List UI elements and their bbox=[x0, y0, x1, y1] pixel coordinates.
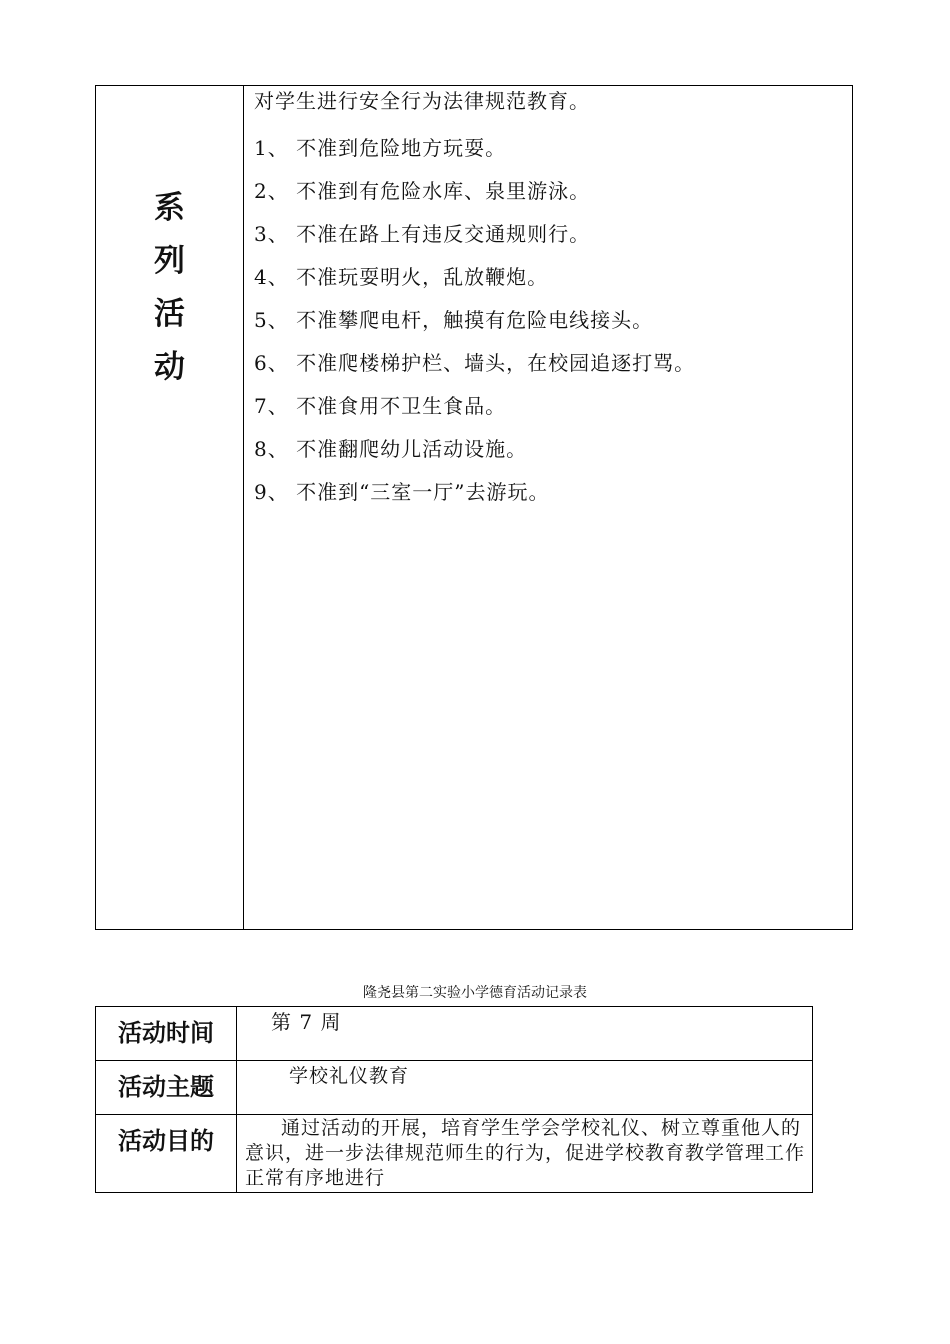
record-table-caption: 隆尧县第二实验小学德育活动记录表 bbox=[363, 985, 587, 1001]
activity-record-table bbox=[95, 1006, 813, 1193]
rule-item-9: 9、 不准到“三室一厅”去游玩。 bbox=[254, 480, 550, 504]
theme-label: 活动主题 bbox=[96, 1061, 237, 1115]
series-activities-label bbox=[96, 182, 243, 394]
table-row bbox=[96, 1115, 813, 1193]
rule-item-6: 6、 不准爬楼梯护栏、墙头，在校园追逐打骂。 bbox=[254, 351, 696, 375]
rule-item-8: 8、 不准翻爬幼儿活动设施。 bbox=[254, 437, 528, 461]
rule-item-2: 2、 不准到有危险水库、泉里游泳。 bbox=[254, 179, 591, 203]
label-char-1: 系 bbox=[154, 190, 185, 226]
series-activities-content-cell bbox=[244, 86, 852, 929]
purpose-label: 活动目的 bbox=[96, 1115, 237, 1193]
series-activities-table bbox=[95, 85, 853, 930]
label-char-4: 动 bbox=[154, 349, 185, 385]
rule-item-4: 4、 不准玩耍明火，乱放鞭炮。 bbox=[254, 265, 549, 289]
rules-list bbox=[254, 127, 852, 514]
table-row bbox=[96, 1007, 813, 1061]
theme-value: 学校礼仪教育 bbox=[237, 1061, 813, 1115]
rule-item-1: 1、 不准到危险地方玩耍。 bbox=[254, 136, 507, 160]
rule-item-3: 3、 不准在路上有违反交通规则行。 bbox=[254, 222, 591, 246]
rule-item-7: 7、 不准食用不卫生食品。 bbox=[254, 394, 507, 418]
label-char-3: 活 bbox=[154, 296, 185, 332]
series-activities-label-cell bbox=[96, 86, 244, 929]
time-value: 第 7 周 bbox=[237, 1007, 813, 1061]
series-intro: 对学生进行安全行为法律规范教育。 bbox=[254, 89, 590, 113]
time-label: 活动时间 bbox=[96, 1007, 237, 1061]
table-row bbox=[96, 1061, 813, 1115]
label-char-2: 列 bbox=[154, 243, 185, 279]
purpose-value: 通过活动的开展，培育学生学会学校礼仪、树立尊重他人的意识，进一步法律规范师生的行为，促进学校教育教学管理工作正常有序地进行 bbox=[237, 1115, 813, 1193]
rule-item-5: 5、 不准攀爬电杆，触摸有危险电线接头。 bbox=[254, 308, 654, 332]
